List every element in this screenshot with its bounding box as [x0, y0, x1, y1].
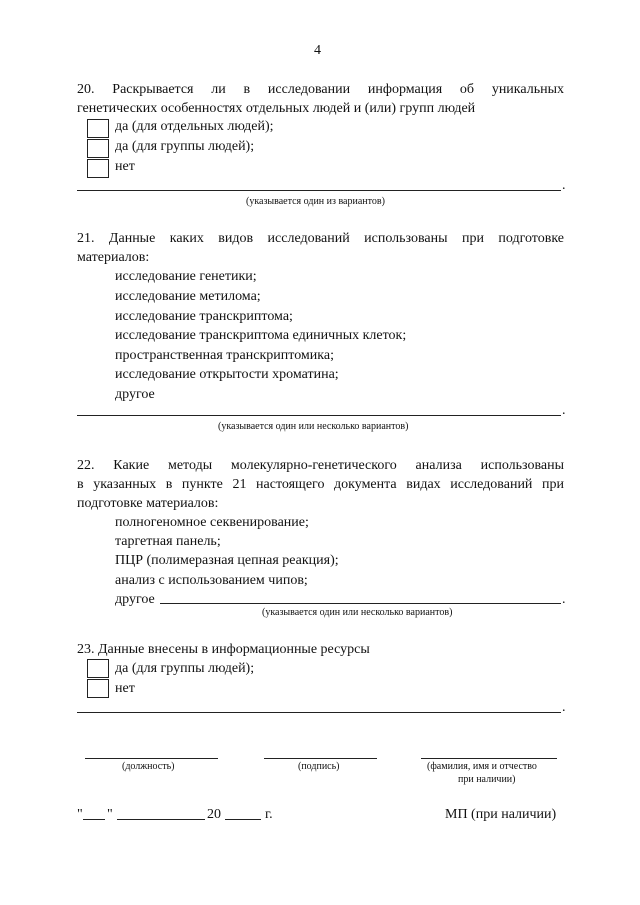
- q23-answer-line[interactable]: [77, 712, 561, 713]
- stamp-label: МП (при наличии): [445, 807, 557, 822]
- q21-option-transcriptome: исследование транскриптома;: [115, 309, 293, 324]
- q21-line2: материалов:: [77, 250, 150, 265]
- q22-hint: (указывается один или несколько вариантов): [262, 607, 453, 618]
- q21-period: .: [562, 403, 566, 418]
- q21-option-spatial: пространственная транскриптомика;: [115, 348, 334, 363]
- q22-option-wgs: полногеномное секвенирование;: [115, 515, 309, 530]
- page-number: 4: [314, 43, 321, 58]
- q20-period: .: [562, 178, 566, 193]
- q21-option-methylome: исследование метилома;: [115, 289, 261, 304]
- q21-hint: (указывается один или несколько вариантов): [218, 421, 409, 432]
- date-year-line[interactable]: [225, 819, 261, 820]
- q21-option-genetics: исследование генетики;: [115, 269, 257, 284]
- q21-option-single-cell: исследование транскриптома единичных клеток;: [115, 328, 407, 343]
- q23-option-groups: да (для группы людей);: [115, 661, 255, 676]
- q22-option-pcr: ПЦР (полимеразная цепная реакция);: [115, 553, 339, 568]
- q20-checkbox-groups[interactable]: [87, 139, 109, 158]
- date-day-line[interactable]: [83, 819, 105, 820]
- q20-option-individuals: да (для отдельных людей);: [115, 119, 274, 134]
- q22-option-panel: таргетная панель;: [115, 534, 221, 549]
- name-caption-line2: при наличии): [458, 774, 516, 785]
- q23-option-no: нет: [115, 681, 135, 696]
- q21-option-other: другое: [115, 387, 155, 402]
- q22-option-chips: анализ с использованием чипов;: [115, 573, 308, 588]
- date-year-suffix: г.: [265, 807, 273, 822]
- name-caption-line1: (фамилия, имя и отчество: [427, 761, 537, 772]
- q22-line1: 22. Какие методы молекулярно-генетического анализа использованы: [77, 458, 564, 473]
- q23-line1: 23. Данные внесены в информационные ресурсы: [77, 642, 370, 657]
- q21-option-chromatin: исследование открытости хроматина;: [115, 367, 339, 382]
- q21-answer-line[interactable]: [77, 415, 561, 416]
- date-quote-open: ": [77, 807, 83, 822]
- position-caption: (должность): [122, 761, 175, 772]
- q22-answer-line[interactable]: [160, 603, 561, 604]
- name-line[interactable]: [421, 758, 557, 759]
- signature-line[interactable]: [264, 758, 377, 759]
- q23-checkbox-no[interactable]: [87, 679, 109, 698]
- signature-caption: (подпись): [298, 761, 340, 772]
- q20-checkbox-individuals[interactable]: [87, 119, 109, 138]
- q20-checkbox-no[interactable]: [87, 159, 109, 178]
- q22-option-other: другое: [115, 592, 155, 607]
- position-line[interactable]: [85, 758, 218, 759]
- q20-option-no: нет: [115, 159, 135, 174]
- q20-line2: генетических особенностях отдельных людей и (или) групп людей: [77, 101, 476, 116]
- q22-period: .: [562, 592, 566, 607]
- q20-answer-line[interactable]: [77, 190, 561, 191]
- q23-checkbox-groups[interactable]: [87, 659, 109, 678]
- q20-option-groups: да (для группы людей);: [115, 139, 255, 154]
- q22-line3: подготовке материалов:: [77, 496, 219, 511]
- q20-hint: (указывается один из вариантов): [246, 196, 385, 207]
- q20-line1: 20. Раскрывается ли в исследовании информация об уникальных: [77, 82, 564, 97]
- q21-line1: 21. Данные каких видов исследований использованы при подготовке: [77, 231, 564, 246]
- date-quote-close: ": [107, 807, 113, 822]
- date-year-prefix: 20: [207, 807, 221, 822]
- q22-line2: в указанных в пункте 21 настоящего документа видах исследований при: [77, 477, 564, 492]
- q23-period: .: [562, 700, 566, 715]
- date-month-line[interactable]: [117, 819, 205, 820]
